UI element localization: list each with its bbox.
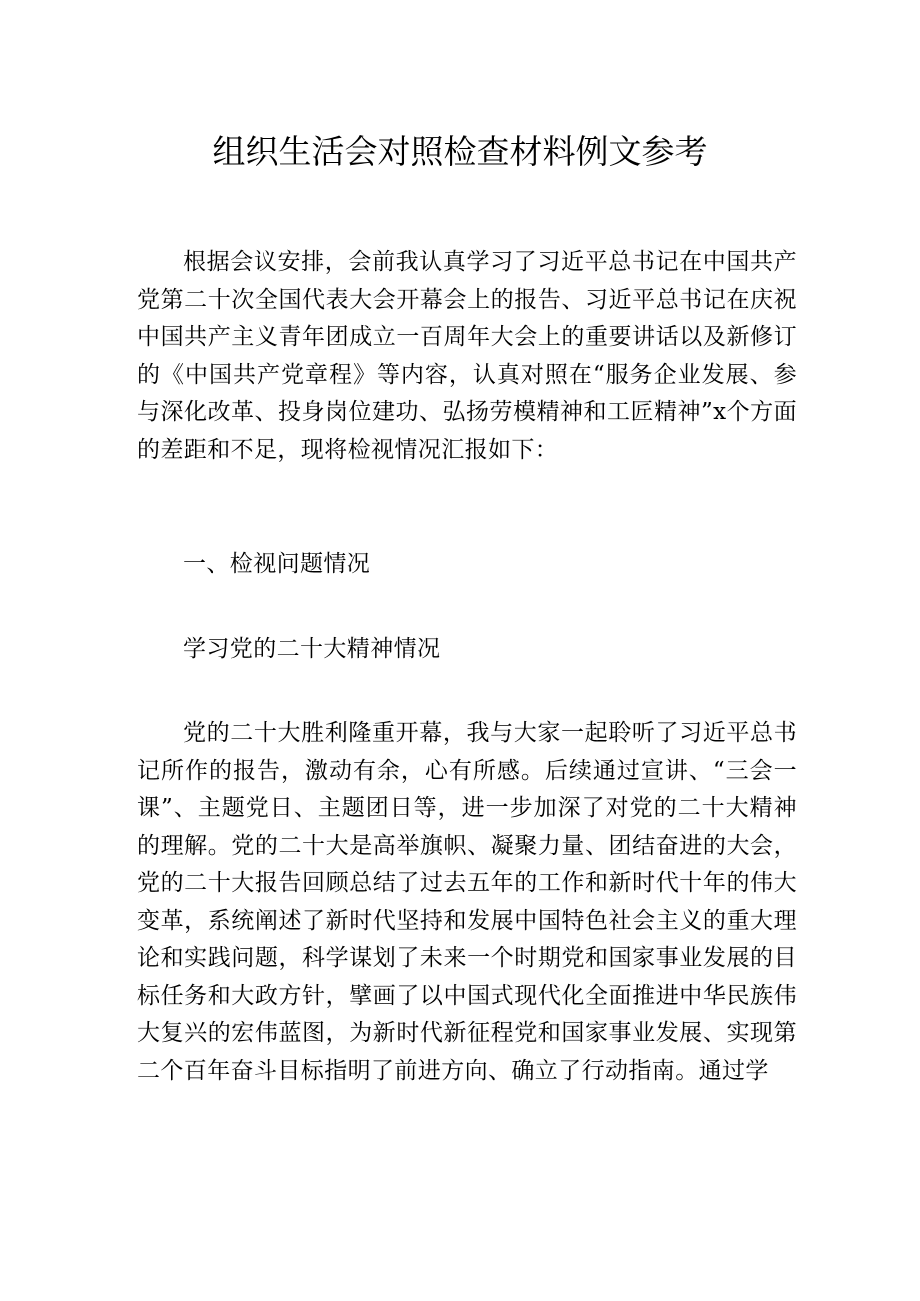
body-paragraph: 党的二十大胜利隆重开幕，我与大家一起聆听了习近平总书记所作的报告，激动有余，心有所感。后续通过宣讲、“三会一课”、主题党日、主题团日等，进一步加深了对党的二十大精神的理解。党的二十大是高举旗帜、凝聚力量、团结奋进的大会，党的二十大报告回顾总结了过去五年的工作和新时代十年的伟大变革，系统阐述了新时代坚持和发展中国特色社会主义的重大理论和实践问题，科学谋划了未来一个时期党和国家事业发展的目标任务和大政方针，擘画了以中国式现代化全面推进中华民族伟大复兴的宏伟蓝图，为新时代新征程党和国家事业发展、实现第二个百年奋斗目标指明了前进方向、确立了行动指南。通过学 bbox=[137, 720, 797, 1084]
section-heading: 一、检视问题情况 bbox=[183, 551, 371, 577]
document-title: 组织生活会对照检查材料例文参考 bbox=[212, 132, 708, 172]
intro-paragraph: 根据会议安排，会前我认真学习了习近平总书记在中国共产党第二十次全国代表大会开幕会上的报告、习近平总书记在庆祝中国共产主义青年团成立一百周年大会上的重要讲话以及新修订的《中国共产党章程》等内容，认真对照在“服务企业发展、参与深化改革、投身岗位建功、弘扬劳模精神和工匠精神”x个方面的差距和不足，现将检视情况汇报如下： bbox=[137, 249, 797, 463]
subsection-heading: 学习党的二十大精神情况 bbox=[183, 636, 441, 662]
